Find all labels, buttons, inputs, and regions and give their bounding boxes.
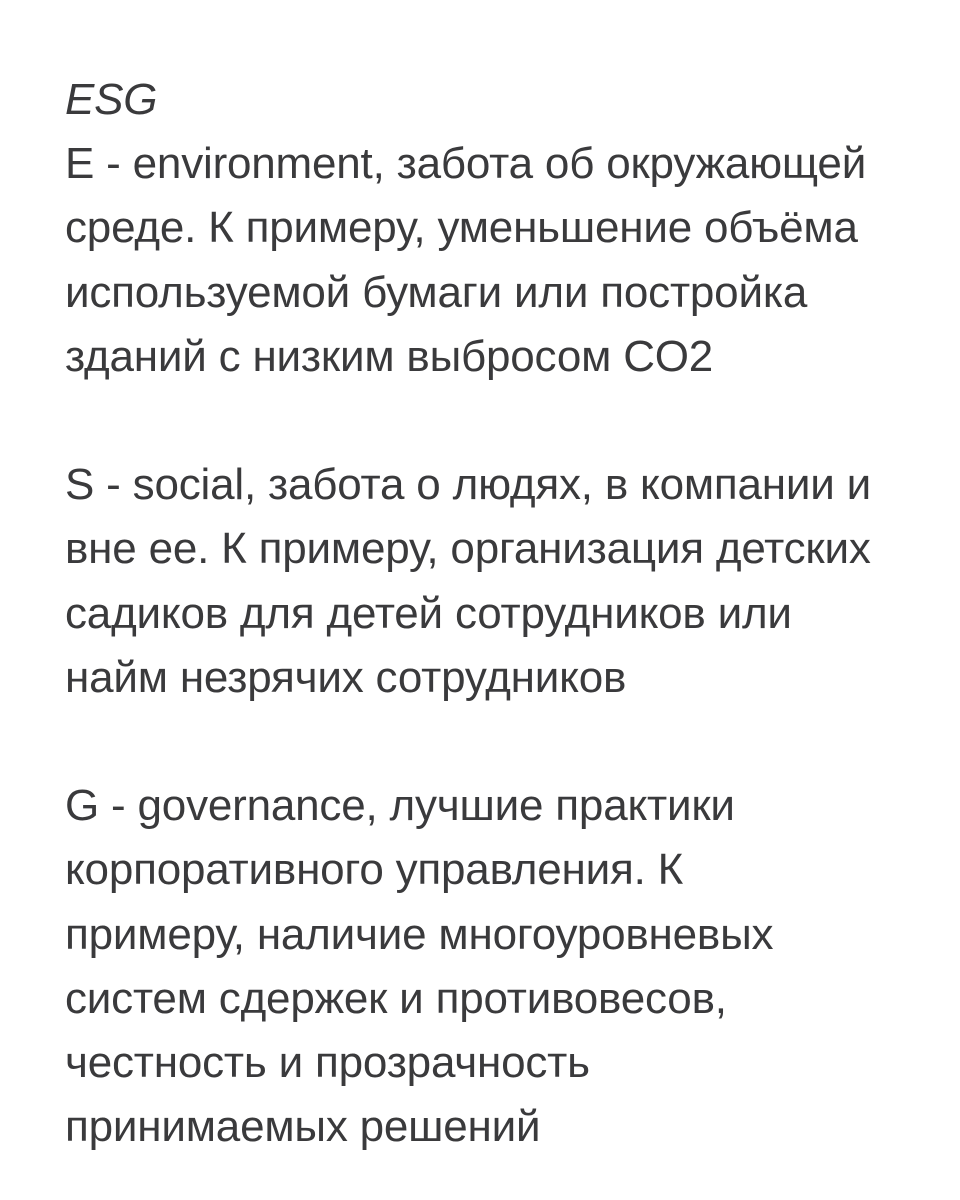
text-line: найм незрячих сотрудников (65, 652, 627, 702)
text-line: E - environment, забота об окружающей (65, 139, 867, 189)
paragraph-governance (65, 774, 925, 1159)
text-line: вне ее. К примеру, организация детских (65, 524, 871, 574)
text-line: садиков для детей сотрудников или (65, 588, 792, 638)
paragraph-social (65, 453, 925, 710)
text-line: принимаемых решений (65, 1102, 541, 1152)
note-body (65, 68, 925, 1159)
text-line: примеру, наличие многоуровневых (65, 909, 774, 959)
text-line: корпоративного управления. К (65, 845, 684, 895)
note-heading: ESG (65, 75, 158, 124)
text-line: среде. К примеру, уменьшение объёма (65, 203, 858, 253)
text-line: честность и прозрачность (65, 1038, 590, 1088)
text-line: зданий с низким выбросом CO2 (65, 331, 714, 381)
text-line: систем сдержек и противовесов, (65, 973, 727, 1023)
paragraph-environment (65, 132, 925, 389)
paragraph-spacer (65, 710, 925, 774)
text-line: G - governance, лучшие практики (65, 781, 735, 831)
text-line: используемой бумаги или постройка (65, 267, 808, 317)
text-line: S - social, забота о людях, в компании и (65, 460, 872, 510)
paragraph-spacer (65, 389, 925, 453)
